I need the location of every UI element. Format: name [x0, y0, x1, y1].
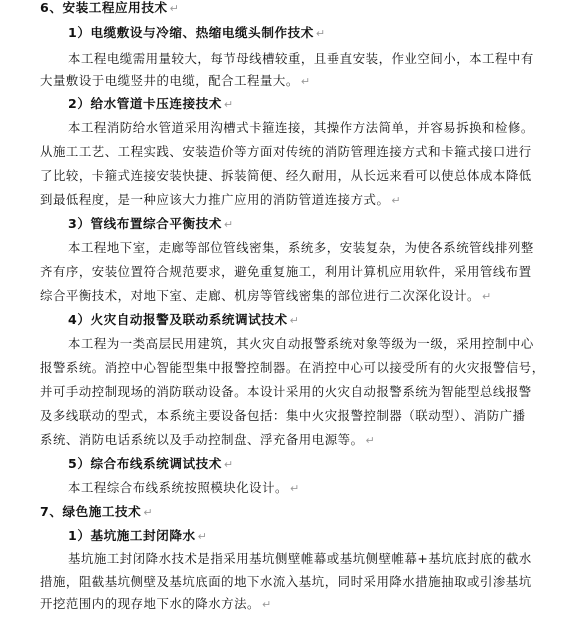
line-text: 到最低程度，是一种应该大力推广应用的消防管道连接方式。 [40, 192, 390, 207]
body-text-line [40, 288, 492, 305]
line-text: 大量敷设于电缆竖井的电缆，配合工程量大。 [40, 73, 299, 88]
paragraph-mark-icon: ↵ [481, 290, 492, 303]
line-text: 及多线联动的型式，本系统主要设备包括：集中火灾报警控制器（联动型）、消防广播 [40, 408, 526, 423]
paragraph-mark-icon: ↵ [223, 218, 234, 231]
subsection-heading [68, 312, 299, 329]
line-text: 齐有序，安装位置符合规范要求，避免重复施工，利用计算机应用软件，采用管线布置 [40, 264, 532, 279]
line-text: 基坑施工封闭降水技术是指采用基坑侧壁帷幕或基坑侧壁帷幕+基坑底封底的截水 [68, 551, 532, 566]
body-text-line [68, 120, 534, 136]
body-text-line [68, 51, 534, 67]
subsection-heading [68, 456, 234, 473]
subsection-heading [68, 528, 207, 545]
line-text: 系统、消防电话系统以及手动控制盘、浮充备用电源等。 [40, 432, 364, 447]
line-text: 1）电缆敷设与冷缩、热缩电缆头制作技术 [68, 25, 314, 40]
subsection-heading [68, 25, 326, 42]
line-text: 7、绿色施工技术 [40, 504, 142, 519]
body-text-line [40, 574, 532, 590]
body-text-line [40, 360, 545, 376]
line-text: 本工程地下室，走廊等部位管线密集，系统多，安装复杂，为使各系统管线排列整 [68, 240, 534, 255]
paragraph-mark-icon: ↵ [391, 194, 402, 207]
line-text: 4）火灾自动报警及联动系统调试技术 [68, 312, 288, 327]
body-text-line [40, 432, 375, 449]
paragraph-mark-icon: ↵ [223, 458, 234, 471]
paragraph-mark-icon: ↵ [169, 2, 180, 15]
paragraph-mark-icon: ↵ [262, 598, 272, 611]
subsection-heading [68, 216, 234, 233]
line-text: 报警系统。消控中心智能型集中报警控制器。在消控中心可以接受所有的火灾报警信号， [40, 360, 545, 375]
section-heading [40, 504, 153, 521]
line-text: 6、安装工程应用技术 [40, 0, 168, 15]
line-text: 本工程综合布线系统按照模块化设计。 [68, 480, 288, 495]
body-text-line [68, 336, 534, 352]
body-text-line [68, 551, 532, 567]
line-text: 并可手动控制现场的消防联动设备。本设计采用的火灾自动报警系统为智能型总线报警 [40, 384, 532, 399]
paragraph-mark-icon: ↵ [365, 434, 376, 447]
line-text: 本工程电缆需用量较大，每节母线槽较重，且垂直安装，作业空间小，本工程中有 [68, 51, 534, 66]
paragraph-mark-icon: ↵ [223, 98, 234, 111]
line-text: 开挖范围内的现存地下水的降水方法。 [40, 596, 260, 611]
line-text: 本工程消防给水管道采用沟槽式卡箍连接，其操作方法简单，并容易拆换和检修。 [68, 120, 534, 135]
body-text-line [40, 596, 272, 613]
body-text-line [40, 144, 532, 160]
line-text: 措施，阻截基坑侧壁及基坑底面的地下水流入基坑，同时采用降水措施抽取或引渗基坑 [40, 574, 532, 589]
body-text-line [40, 264, 532, 280]
line-text: 5）综合布线系统调试技术 [68, 456, 222, 471]
body-text-line [40, 408, 526, 424]
body-text-line [40, 168, 532, 184]
body-text-line [40, 192, 401, 209]
line-text: 综合平衡技术，对地下室、走廊、机房等管线密集的部位进行二次深化设计。 [40, 288, 480, 303]
paragraph-mark-icon: ↵ [315, 27, 326, 40]
body-text-line [40, 384, 532, 400]
paragraph-mark-icon: ↵ [289, 314, 300, 327]
line-text: 本工程为一类高层民用建筑，其火灾自动报警系统对象等级为一级，采用控制中心 [68, 336, 534, 351]
line-text: 1）基坑施工封闭降水 [68, 528, 196, 543]
subsection-heading [68, 96, 234, 113]
body-text-line [40, 73, 311, 90]
paragraph-mark-icon: ↵ [300, 75, 311, 88]
line-text: 2）给水管道卡压连接技术 [68, 96, 222, 111]
paragraph-mark-icon: ↵ [290, 482, 300, 495]
line-text: 3）管线布置综合平衡技术 [68, 216, 222, 231]
body-text-line [68, 480, 300, 497]
body-text-line [68, 240, 534, 256]
section-heading [40, 0, 179, 17]
line-text: 了比较，卡箍式连接安装快捷、拆装简便、经久耐用，从长远来看可以使总体成本降低 [40, 168, 532, 183]
paragraph-mark-icon: ↵ [143, 506, 154, 519]
line-text: 从施工工艺、工程实践、安装造价等方面对传统的消防管理连接方式和卡箍式接口进行 [40, 144, 532, 159]
paragraph-mark-icon: ↵ [197, 530, 208, 543]
